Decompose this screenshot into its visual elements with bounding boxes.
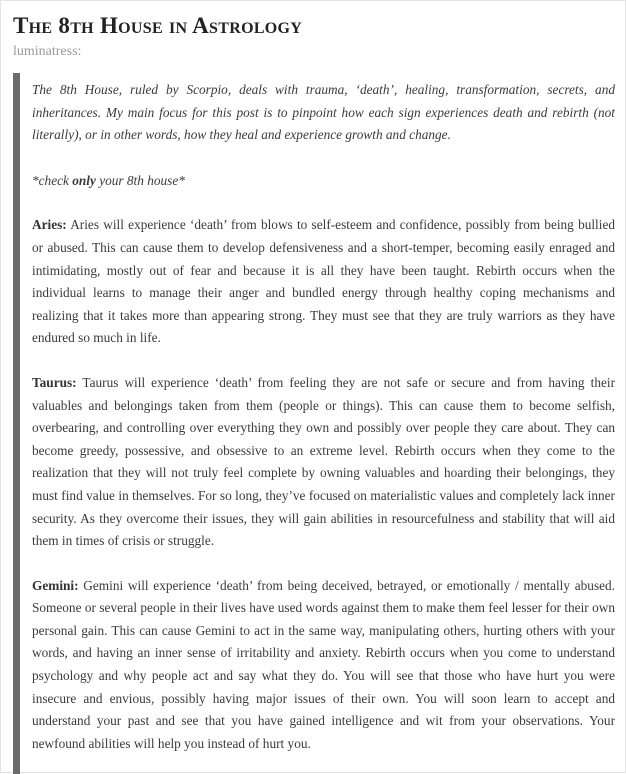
note-after: your 8th house*: [95, 172, 185, 188]
sign-paragraph-taurus: [32, 372, 615, 553]
post-title: The 8th House in Astrology: [13, 13, 303, 38]
sign-label-aries: Aries:: [32, 217, 67, 233]
intro-paragraph: The 8th House, ruled by Scorpio, deals with trauma, ‘death’, healing, transformation, secrets, and inheritances. My main focus for this post is to pinpoint how each sign experiences death and rebirth (not literally), or in other words, how they heal and experience growth and change.: [32, 82, 615, 143]
sign-text-gemini: Gemini will experience ‘death’ from being deceived, betrayed, or emotionally / mentally abused. Someone or several people in their lives have used words against them to make them feel lesser for their own personal gain. This can cause Gemini to act in the same way, manipulating others, hurting others with your words, and having an inner sense of irritability and anxiety. Rebirth occurs when you come to understand psychology and why people act and say what they do. You will see that those who have hurt you were insecure and envious, possibly having major issues of their own. You will soon learn to accept and understand your past and see that you have gained intelligence and wit from your observations. Your newfound abilities will help you instead of hurt you.: [32, 577, 615, 751]
sign-label-gemini: Gemini:: [32, 577, 79, 593]
sign-paragraph-aries: [32, 214, 615, 350]
author-name[interactable]: luminatress:: [13, 44, 82, 59]
sign-label-taurus: Taurus:: [32, 374, 77, 390]
note-paragraph: [32, 170, 615, 193]
note-emphasis: only: [72, 172, 96, 188]
sign-text-aries: Aries will experience ‘death’ from blows to self-esteem and confidence, possibly from being bullied or abused. This can cause them to develop defensiveness and a short-temper, becoming easily enraged and intimidating, mostly out of fear and because it is all they have been taught. Rebirth occurs when the individual learns to manage their anger and bundled energy through healthy coping mechanisms and realizing that it takes more than appearing strong. They must see that they are truly warriors as they have endured so much in life.: [32, 217, 615, 346]
blockquote: [13, 73, 615, 774]
sign-paragraph-gemini: [32, 575, 615, 756]
note-before: *check: [32, 172, 73, 188]
sign-text-taurus: Taurus will experience ‘death’ from feeling they are not safe or secure and from having their valuables and belongings taken from them (people or things). This can cause them to become selfish, overbearing, and controlling over everything they own and possibly over people they care about. They can become greedy, possessive, and obsessive to an extreme level. Rebirth occurs when they come to the realization that they will not truly feel complete by owning valuables and hoarding their belongings, they must find value in themselves. For so long, they’ve focused on materialistic values and completely lack inner security. As they overcome their issues, they will gain abilities in resourcefulness and stability that will aid them in times of crisis or struggle.: [32, 374, 615, 549]
